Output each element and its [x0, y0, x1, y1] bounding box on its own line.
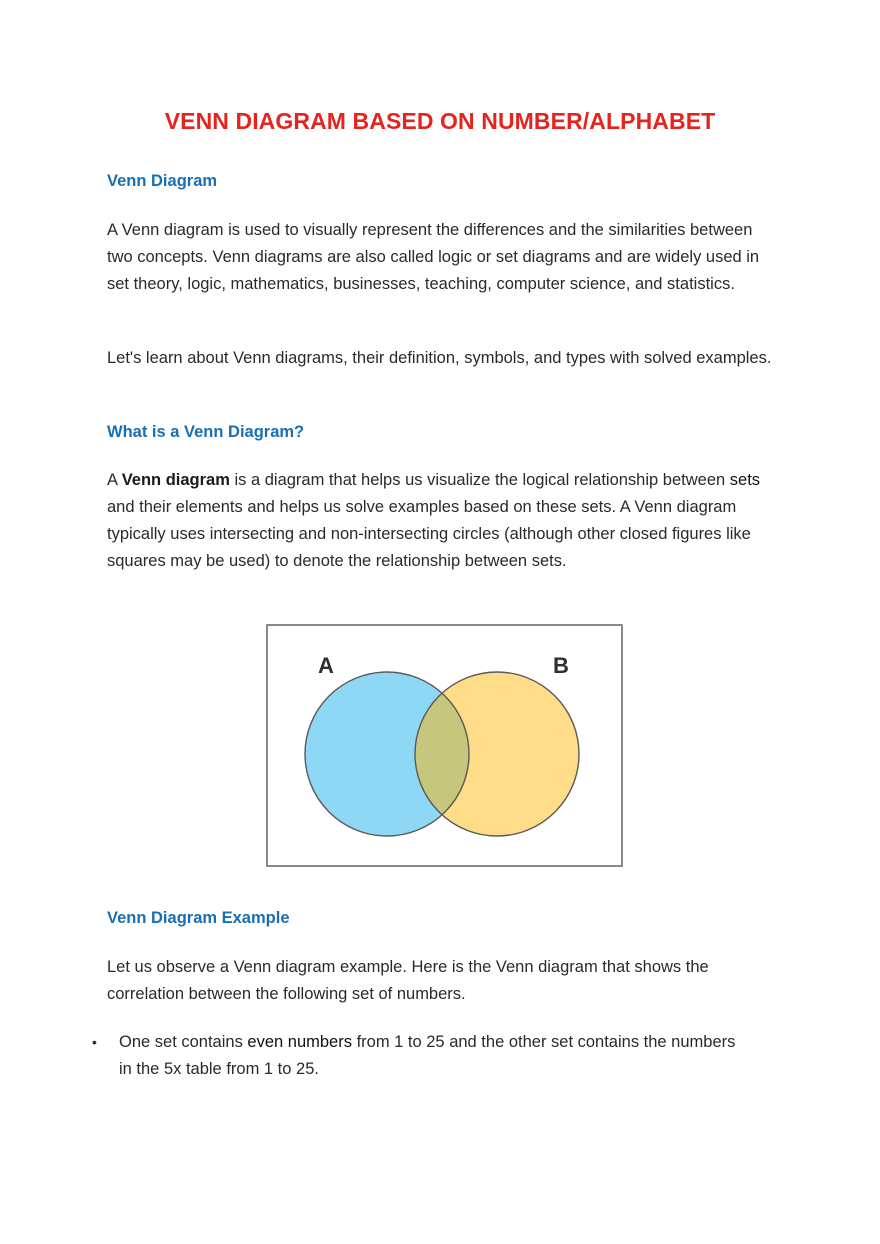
bullet-marker: • [92, 1034, 97, 1050]
paragraph-venn-intro: A Venn diagram is used to visually represent the differences and the similarities between two concepts. Venn diagrams are also called logic or set diagrams and are widely used in set theory, logic, mathematics, businesses, teaching, computer science, and statistics. [107, 221, 760, 293]
document-title: VENN DIAGRAM BASED ON NUMBER/ALPHABET [164, 108, 716, 134]
heading-venn-diagram: Venn Diagram [107, 172, 218, 190]
heading-venn-example: Venn Diagram Example [107, 909, 290, 927]
set-b-label: B [553, 653, 569, 678]
paragraph-example-intro: Let us observe a Venn diagram example. Here is the Venn diagram that shows the correlation between the following set of numbers. [107, 958, 709, 1003]
bullet-text-a: One set contains [119, 1033, 248, 1051]
paragraph-venn-definition [107, 467, 777, 575]
heading-what-is-venn: What is a Venn Diagram? [107, 423, 305, 441]
bullet-text [119, 1029, 739, 1083]
set-a-label: A [318, 653, 334, 678]
definition-bold-term: Venn diagram [121, 471, 230, 489]
sets-link[interactable]: sets [729, 471, 761, 489]
definition-text-b: is a diagram that helps us visualize the logical relationship between [229, 471, 730, 489]
paragraph-learn-about: Let's learn about Venn diagrams, their definition, symbols, and types with solved examples. [107, 349, 772, 367]
venn-diagram-figure [266, 624, 623, 867]
definition-text-a: A [107, 471, 122, 489]
bullet-text-b: from 1 to 25 and the other set contains the numbers in the 5x table from 1 to 25. [119, 1033, 736, 1078]
even-numbers-link[interactable]: even numbers [247, 1033, 352, 1051]
definition-text-c: and their elements and helps us solve examples based on these sets. A Venn diagram typically uses intersecting and non-intersecting circles (although other closed figures like squares may be used) to denote the relationship between sets. [107, 498, 751, 570]
